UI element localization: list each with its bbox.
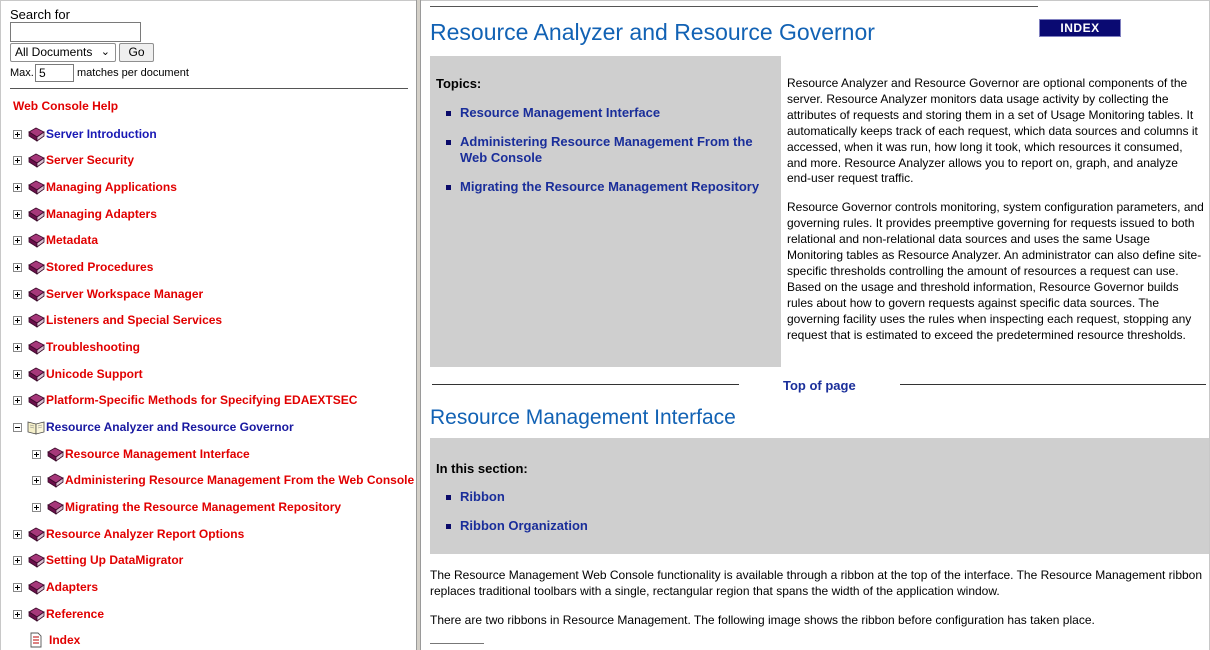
book-icon (27, 232, 45, 248)
toc-item-label[interactable]: Index (49, 633, 81, 647)
expand-icon[interactable] (13, 530, 22, 539)
expand-icon[interactable] (32, 450, 41, 459)
toc-pane (0, 0, 416, 650)
toc-title[interactable]: Web Console Help (13, 99, 119, 113)
expand-icon[interactable] (32, 503, 41, 512)
section-title: Resource Management Interface (430, 406, 736, 429)
divider (432, 384, 739, 385)
max-matches-input[interactable] (35, 64, 74, 82)
expand-icon[interactable] (13, 343, 22, 352)
toc-item-index[interactable] (29, 632, 80, 648)
book-icon (46, 472, 64, 488)
book-icon (27, 366, 45, 382)
expand-icon[interactable] (13, 236, 22, 245)
toc-item-adapters[interactable] (13, 579, 98, 595)
toc-item-administering-resource-management[interactable] (32, 472, 414, 488)
paragraph: The Resource Management Web Console functionality is available through a ribbon at the top of the interface. The Resource Management ribbon replaces traditional toolbars with a single, rectangular region that spans the width of the application window. (430, 568, 1203, 598)
book-icon (27, 259, 45, 275)
expand-icon[interactable] (13, 583, 22, 592)
divider (10, 88, 408, 89)
toc-item-label[interactable]: Platform-Specific Methods for Specifying EDAEXTSEC (46, 393, 358, 407)
expand-icon[interactable] (13, 290, 22, 299)
go-button[interactable]: Go (119, 43, 154, 62)
book-icon (27, 286, 45, 302)
topic-link[interactable]: Migrating the Resource Management Repository (460, 179, 760, 194)
expand-icon[interactable] (13, 556, 22, 565)
book-icon (27, 579, 45, 595)
book-icon (27, 126, 45, 142)
book-icon (27, 152, 45, 168)
paragraph: There are two ribbons in Resource Management. The following image shows the ribbon before configuration has taken place. (430, 613, 1095, 627)
toc-item-resource-analyzer[interactable] (13, 419, 294, 435)
book-icon (27, 526, 45, 542)
paragraph: Resource Analyzer and Resource Governor are optional components of the server. Resource Analyzer monitors data usage activity by collecting the attributes of requests and storing them in a set of Usage Monitoring tables. It automatically keeps track of each request, which data sources and columns it accessed, when it was run, how long it took, which resources it consumed, and more. Resource Analyzer allows you to report on, graph, and analyze end-user request traffic. (787, 76, 1198, 186)
divider (430, 643, 484, 644)
toc-item-label[interactable]: Metadata (46, 233, 99, 247)
toc-item-label[interactable]: Managing Applications (46, 180, 177, 194)
toc-item-edaextsec[interactable] (13, 392, 357, 408)
toc-item-stored-procedures[interactable] (13, 259, 153, 275)
expand-icon[interactable] (13, 263, 22, 272)
document-scope-select[interactable] (10, 43, 116, 62)
section-link[interactable]: Ribbon Organization (460, 518, 760, 534)
section-link[interactable]: Ribbon (460, 489, 760, 505)
toc-item-server-workspace-manager[interactable] (13, 286, 203, 302)
expand-icon[interactable] (13, 396, 22, 405)
content-pane (421, 0, 1210, 650)
max-label: Max. (10, 67, 34, 79)
expand-icon[interactable] (32, 476, 41, 485)
book-icon (46, 499, 64, 515)
divider (900, 384, 1206, 385)
search-input[interactable] (10, 22, 141, 42)
toc-item-metadata[interactable] (13, 232, 98, 248)
document-scope-value: All Documents (15, 45, 93, 59)
document-icon (29, 632, 43, 648)
expand-icon[interactable] (13, 156, 22, 165)
page-title: Resource Analyzer and Resource Governor (430, 19, 875, 45)
search-label: Search for (10, 7, 70, 22)
toc-item-label[interactable]: Resource Management Interface (65, 447, 250, 461)
topics-heading: Topics: (436, 76, 482, 91)
toc-item-label[interactable]: Administering Resource Management From the Web Console (65, 473, 415, 487)
paragraph: Resource Governor controls monitoring, system configuration parameters, and governing rules. It provides preemptive governing for requests issued to both relational and non-relational data sources and uses the same Usage Monitoring tables as Resource Analyzer. An administrator can also define site-specific thresholds controlling the amount of resources a request can use. Based on the usage and threshold information, Resource Governor builds rules about how to govern requests against specific data sources. The governing facility uses the rules when inspecting each request, stopping any request that is estimated to exceed the predetermined resource thresholds. (787, 200, 1204, 342)
toc-item-migrating-repository[interactable] (32, 499, 341, 515)
divider (430, 6, 1038, 7)
book-icon (46, 446, 64, 462)
expand-icon[interactable] (13, 370, 22, 379)
toc-item-managing-adapters[interactable] (13, 206, 157, 222)
toc-item-label[interactable]: Stored Procedures (46, 260, 154, 274)
book-icon (27, 206, 45, 222)
chevron-down-icon: ⌄ (100, 46, 110, 58)
toc-item-troubleshooting[interactable] (13, 339, 140, 355)
section-box (430, 438, 1210, 554)
toc-item-server-security[interactable] (13, 152, 134, 168)
book-icon (27, 339, 45, 355)
toc-item-label[interactable]: Reference (46, 607, 105, 621)
expand-icon[interactable] (13, 610, 22, 619)
book-icon (27, 552, 45, 568)
max-matches-suffix: matches per document (77, 67, 189, 79)
toc-item-resource-management-interface[interactable] (32, 446, 250, 462)
section-heading: In this section: (436, 461, 528, 476)
expand-icon[interactable] (13, 130, 22, 139)
topic-link[interactable]: Resource Management Interface (460, 105, 760, 121)
toc-item-label[interactable]: Adapters (46, 580, 99, 594)
open-book-icon (27, 419, 45, 435)
toc-item-label[interactable]: Server Security (46, 153, 135, 167)
topic-link[interactable]: Administering Resource Management From the Web Console (460, 134, 760, 166)
toc-item-server-introduction[interactable] (13, 126, 157, 142)
toc-item-label[interactable]: Troubleshooting (46, 340, 140, 354)
expand-icon[interactable] (13, 316, 22, 325)
toc-item-label[interactable]: Resource Analyzer and Resource Governor (46, 420, 294, 434)
book-icon (27, 312, 45, 328)
intro-text (787, 76, 1205, 357)
toc-item-managing-applications[interactable] (13, 179, 177, 195)
toc-item-datamigrator[interactable] (13, 552, 183, 568)
book-icon (27, 179, 45, 195)
top-of-page-link[interactable]: Top of page (783, 378, 856, 393)
toc-item-label[interactable]: Server Introduction (46, 127, 157, 141)
toc-item-label[interactable]: Resource Analyzer Report Options (46, 527, 245, 541)
book-icon (27, 606, 45, 622)
collapse-icon[interactable] (13, 423, 22, 432)
toc-item-label[interactable]: Migrating the Resource Management Repository (65, 500, 342, 514)
expand-icon[interactable] (13, 210, 22, 219)
book-icon (27, 392, 45, 408)
toc-item-label[interactable]: Unicode Support (46, 367, 143, 381)
toc-item-unicode-support[interactable] (13, 366, 143, 382)
topics-box (430, 56, 781, 367)
toc-item-report-options[interactable] (13, 526, 244, 542)
expand-icon[interactable] (13, 183, 22, 192)
index-button[interactable]: INDEX (1039, 19, 1121, 37)
toc-item-label[interactable]: Listeners and Special Services (46, 313, 223, 327)
toc-item-label[interactable]: Setting Up DataMigrator (46, 553, 184, 567)
toc-item-listeners[interactable] (13, 312, 222, 328)
toc-item-reference[interactable] (13, 606, 104, 622)
body-text (430, 567, 1206, 641)
toc-item-label[interactable]: Server Workspace Manager (46, 287, 204, 301)
toc-item-label[interactable]: Managing Adapters (46, 207, 157, 221)
